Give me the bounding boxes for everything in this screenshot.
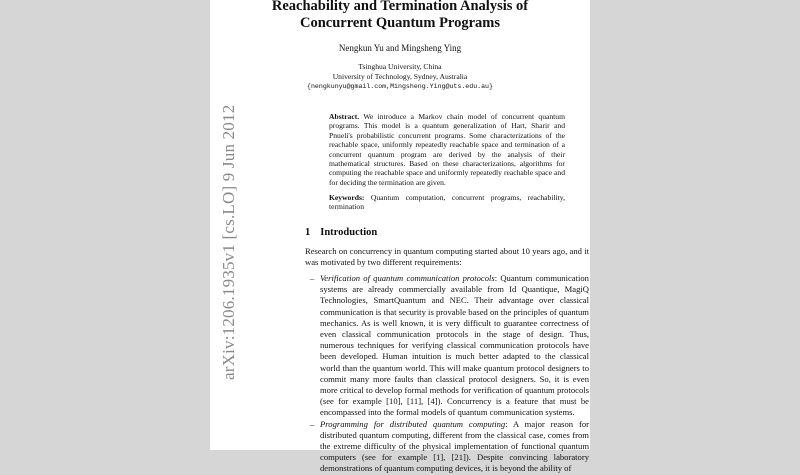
bullet-heading: Programming for distributed quantum computing — [320, 418, 506, 429]
section-number: 1 — [305, 227, 311, 238]
section-title: Introduction — [320, 227, 378, 238]
abstract-text: We introduce a Markov chain model of concurrent quantum programs. This model is a quantum generalization of Hart, Sharir and Pnueli's probabilistic concurrent programs. Some characterizations of the reachable space, uniformly repeatedly reachable space and termination of a concurrent quantum program are derived by the analysis of their mathematical structures. Based on these characterizations, algorithms for computing the reachable space and uniformly repeatedly reachable space and for deciding the termination are given. — [329, 112, 565, 187]
affiliation-2: University of Technology, Sydney, Australia — [332, 71, 468, 81]
keywords-text: Quantum computation, concurrent programs, reachability, termination — [329, 193, 565, 212]
section-heading — [305, 227, 377, 238]
motivation-list — [310, 273, 589, 475]
bullet-text: : Quantum communication systems are already commercially available from Id Quantique, MagiQ Technologies, SmartQuantum and NEC. Their advantage over classical communication is that security is provable based on the principles of quantum mechanics. As is well known, it is very difficult to guarantee correctness of even classical communication protocols in the stage of design. Thus, numerous techniques for verifying classical communication protocols have been developed. Human intuition is much better adapted to the classical world than the quantum world. This will make quantum protocol designers to commit many more faults than classical protocol designers. So, it is even more critical to develop formal methods for verification of quantum protocols (see for example [10], [11], [4]). Concurrency is a feature that must be encompassed into the formal models of quantum communication systems. — [320, 273, 589, 418]
affiliation-1: Tsinghua University, China — [358, 62, 442, 71]
author-emails: {nengkunyu@gmail.com,Mingsheng.Ying@uts.edu.au} — [307, 82, 493, 90]
keywords-label: Keywords: — [329, 193, 365, 202]
abstract-label: Abstract. — [329, 112, 360, 121]
keywords — [329, 193, 565, 212]
bullet-text: : A major reason for distributed quantum computing, different from the classical case, comes from the extreme difficulty of the physical implementation of functional quantum computers (see for example [1], [21]). Despite convincing laboratory demonstrations of quantum computing devices, it is beyond the ability of — [320, 418, 590, 474]
list-item — [310, 273, 589, 419]
title-line-1: Reachability and Termination Analysis of — [271, 0, 529, 14]
bullet-dash: – — [310, 418, 315, 429]
bullet-dash: – — [310, 273, 315, 283]
paper-title — [210, 0, 590, 32]
arxiv-identifier: arXiv:1206.1935v1 [cs.LO] 9 Jun 2012 — [219, 104, 238, 380]
authors: Nengkun Yu and Mingsheng Ying — [338, 43, 462, 53]
intro-paragraph: Research on concurrency in quantum computing started about 10 years ago, and it was motivated by two different requirements: — [305, 246, 589, 268]
title-line-2: Concurrent Quantum Programs — [299, 15, 501, 31]
affiliations — [210, 62, 590, 91]
list-item — [310, 419, 589, 475]
abstract — [329, 112, 565, 187]
bullet-heading: Verification of quantum communication protocols — [320, 273, 495, 283]
